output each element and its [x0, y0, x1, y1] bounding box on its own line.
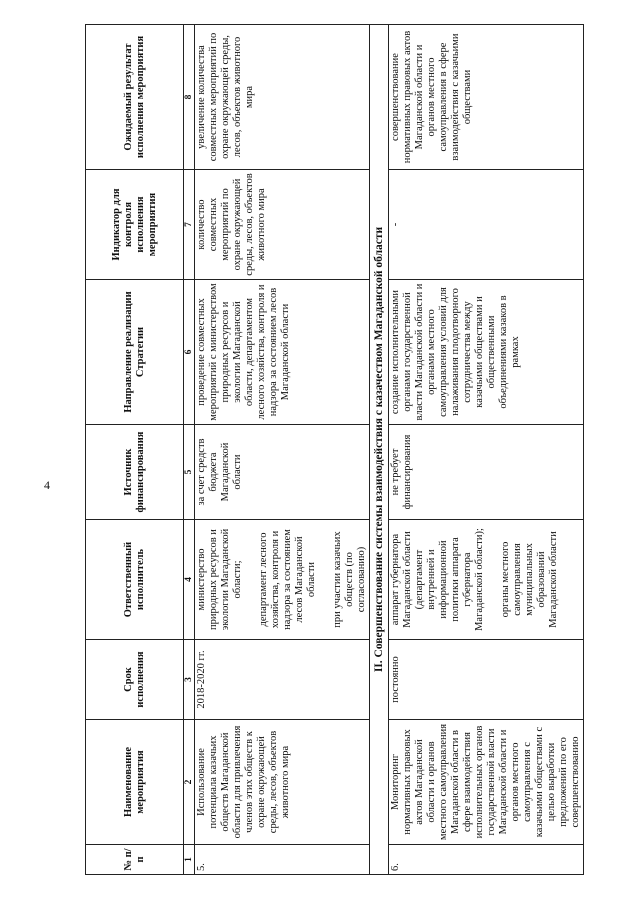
header-executor: Ответственный исполнитель — [86, 520, 184, 640]
header-direction: Направление реализации Стратегии — [86, 280, 184, 425]
header-name: Наименование мероприятия — [86, 720, 184, 845]
rotated-table-container — [85, 5, 625, 875]
measure-term: 2018-2020 гг. — [195, 640, 370, 720]
measure-result: увеличение количества совместных мероприятий по охране окружающей среды, лесов, объектов животного мира — [195, 25, 370, 170]
col-number: 1 — [184, 845, 195, 875]
col-number: 8 — [184, 25, 195, 170]
row-number: 5. — [195, 845, 370, 875]
table-row — [195, 25, 370, 875]
measure-direction: создание исполнительными органами государственной власти Магаданской области и органами местного самоуправления условий для налаживания плодотворного сотрудничества между казачьими обществами и общественными объединениями казаков в рамках — [389, 280, 584, 425]
measure-name: Использование потенциала казачьих обществ Магаданской области для привлечения членов этих обществ к охране окружающей среды, лесов, объектов животного мира — [195, 720, 370, 845]
header-indicator: Индикатор для контроля исполнения мероприятия — [86, 170, 184, 280]
measure-indicator: количество совместных мероприятий по охране окружающей среды, лесов, объектов животного мира — [195, 170, 370, 280]
col-number: 6 — [184, 280, 195, 425]
executor-part: аппарат губернатора Магаданской области (департамент внутренней и информационной политики аппарата губернатора Магаданской области); — [390, 528, 485, 631]
col-number: 7 — [184, 170, 195, 280]
measure-name: Мониторинг нормативных правовых актов Магаданской области и органов местного самоуправления Магаданской области в сфере взаимодействия исполнительных органов государственной власти Магаданской области и органов местного самоуправления с казачьими обществами с целью выработки предложений по его совершенствованию — [389, 720, 584, 845]
executor-part: при участии казачьих обществ (по согласованию) — [332, 531, 367, 628]
page-number: 4 — [44, 478, 50, 492]
header-result: Ожидаемый результат исполнения мероприятия — [86, 25, 184, 170]
col-number: 2 — [184, 720, 195, 845]
header-term: Срок исполнения — [86, 640, 184, 720]
column-number-row — [184, 25, 195, 875]
header-finance: Источник финансирования — [86, 425, 184, 520]
header-num: № п/п — [86, 845, 184, 875]
measure-indicator: - — [389, 170, 584, 280]
section-title: II. Совершенствование системы взаимодействия с казачеством Магаданской области — [370, 25, 389, 875]
executor-part: министерство природных ресурсов и экологии Магаданской области; — [196, 528, 243, 631]
measure-direction: проведение совместных мероприятий с министерством природных ресурсов и экологии Магаданской области, департаментом лесного хозяйства, контроля и надзора за состоянием лесов Магаданской области — [195, 280, 370, 425]
measure-finance: не требует финансирования — [389, 425, 584, 520]
measure-executor — [195, 520, 370, 640]
measure-term: постоянно — [389, 640, 584, 720]
measure-result: совершенствование нормативных правовых актов Магаданской области и органов местного самоуправления в сфере взаимодействия с казачьими обществами — [389, 25, 584, 170]
col-number: 5 — [184, 425, 195, 520]
row-number: 6. — [389, 845, 584, 875]
col-number: 4 — [184, 520, 195, 640]
table-row — [389, 25, 584, 875]
section-row — [370, 25, 389, 875]
col-number: 3 — [184, 640, 195, 720]
header-row — [86, 25, 184, 875]
measure-finance: за счет средств бюджета Магаданской области — [195, 425, 370, 520]
measure-executor — [389, 520, 584, 640]
measures-table — [85, 24, 584, 875]
executor-part: департамент лесного хозяйства, контроля и надзора за состоянием лесов Магаданской области — [258, 529, 317, 630]
executor-part: органы местного самоуправления муниципальных образований Магаданской области — [500, 531, 559, 628]
